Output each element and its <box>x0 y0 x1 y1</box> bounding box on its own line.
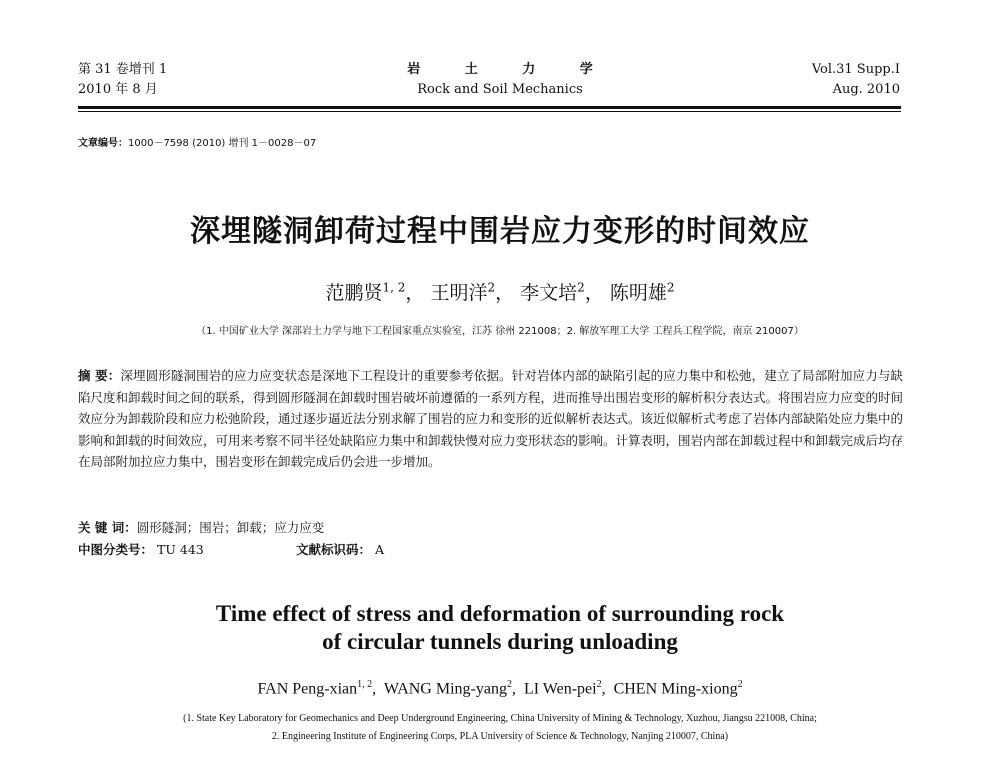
affiliation-en-line1: (1. State Key Laboratory for Geomechanics and Deep Underground Engineering, China University of Mining & Technology, Xuzhou, Jiangsu 221008, China; <box>183 713 817 724</box>
author-cn-sup: 1, 2 <box>382 280 406 295</box>
author-en: LI Wen-pei <box>523 680 597 698</box>
author-cn-sup: 2 <box>577 280 585 295</box>
title-cn: 深埋隧洞卸荷过程中围岩应力变形的时间效应 <box>190 214 810 249</box>
article-number-label: 文章编号： <box>78 138 128 149</box>
author-en-sup: 1, 2 <box>357 679 373 690</box>
author-en-sup: 2 <box>596 679 602 690</box>
journal-name-cn: 岩 土 力 学 <box>407 62 613 77</box>
volume-en: Vol.31 Supp.I <box>811 62 900 77</box>
header-rule-thick <box>78 106 901 109</box>
abstract-text: 深埋圆形隧洞围岩的应力应变状态是深地下工程设计的重要参考依据。针对岩体内部的缺陷引起的应力集中和松弛，建立了局部附加应力与缺陷尺度和卸载时间之间的联系，得到圆形隧洞在卸载时围岩破坏前遵循的一系列方程，进而推导出围岩变形的解析积分表达式。将围岩应力应变的时间效应分为卸载阶段和应力松弛阶段，通过逐步逼近法分别求解了围岩的应力和变形的近似解析表达式。该近似解析式考虑了岩体内部缺陷处应力集中的影响和卸载的时间效应，可用来考察不同半径处缺陷应力集中和卸载快慢对应力变形状态的影响。计算表明，围岩内部在卸载过程中和卸载完成后均存在局部附加拉应力集中，围岩变形在卸载完成后仍会进一步增加。 <box>78 368 904 469</box>
author-cn: 王明洋 <box>430 282 488 304</box>
date-cn: 2010 年 8 月 <box>78 82 158 97</box>
affiliation-cn: （1. 中国矿业大学 深部岩土力学与地下工程国家重点实验室，江苏 徐州 221008；2. 解放军理工大学 工程兵工程学院，南京 210007） <box>196 326 804 337</box>
keywords-value: 圆形隧洞；围岩；卸载；应力应变 <box>136 520 325 535</box>
document-code-value: A <box>375 542 385 557</box>
article-number <box>78 134 316 149</box>
document-code-label: 文献标识码： <box>296 542 372 557</box>
author-en-sup: 2 <box>506 679 512 690</box>
author-cn: 范鹏贤 <box>325 282 383 304</box>
header-right <box>812 60 900 100</box>
affiliation-en <box>0 710 1000 746</box>
classification-cn <box>78 540 385 558</box>
article-number-value: 1000－7598 (2010) 增刊 1－0028－07 <box>128 138 317 149</box>
authors-en: FAN Peng-xian$^{1, 2}$, WANG Ming-yang$^2$, LI Wen-pei$^2$, CHEN Ming-xiong$^2$ <box>257 679 743 698</box>
authors-cn: 范鹏贤$^{1, 2}$， 王明洋$^2$， 李文培$^2$， 陈明雄$^2$ <box>325 280 675 304</box>
author-en: CHEN Ming-xiong <box>613 680 738 698</box>
title-en-line1: Time effect of stress and deformation of surrounding rock <box>215 601 785 626</box>
classification-value: TU 443 <box>157 542 204 557</box>
author-cn: 陈明雄 <box>609 282 667 304</box>
keywords-label: 关 键 词： <box>78 520 137 535</box>
author-cn: 李文培 <box>520 282 578 304</box>
title-en <box>0 600 1000 656</box>
title-en-line2: of circular tunnels during unloading <box>322 629 678 654</box>
affiliation-en-line2: 2. Engineering Institute of Engineering Corps, PLA University of Science & Technology, Nanjing 210007, China) <box>271 731 729 742</box>
author-cn-sup: 2 <box>666 280 675 295</box>
abstract-label: 摘 要： <box>78 368 121 383</box>
volume-cn: 第 31 卷增刊 1 <box>78 62 168 77</box>
author-en-sup: 2 <box>737 679 743 690</box>
header-rule-thin <box>78 111 901 112</box>
author-cn-sup: 2 <box>487 280 496 295</box>
author-en: FAN Peng-xian <box>257 680 358 698</box>
journal-name-en: Rock and Soil Mechanics <box>417 82 583 97</box>
author-en: WANG Ming-yang <box>383 680 507 698</box>
keywords-cn <box>78 518 324 536</box>
document-code <box>296 540 384 558</box>
classification-label: 中图分类号： <box>78 542 154 557</box>
abstract-cn <box>78 365 903 473</box>
date-en: Aug. 2010 <box>832 82 900 97</box>
